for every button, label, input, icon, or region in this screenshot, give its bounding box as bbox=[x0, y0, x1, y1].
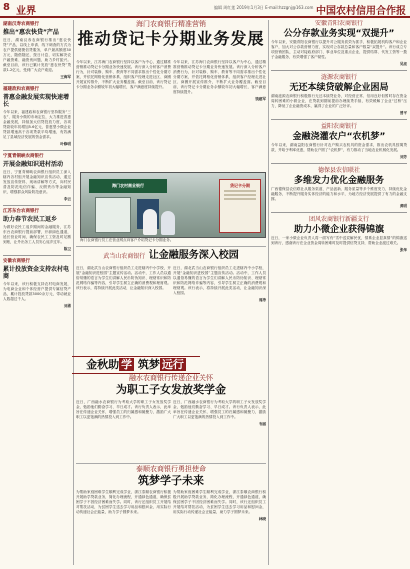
story3-body-2 bbox=[173, 400, 266, 462]
story3-paragraph: 近日，广西融水农商银行为考取大学的职工子女发放奖学金，勉励他们勤奋学习、早日成才。该行负责人表示，此举旨在传递企业关怀，增强员工的归属感和凝聚力，激励广大职工以更饱满的热情投入到工作中。 bbox=[76, 400, 171, 419]
lead-headline-block bbox=[76, 20, 266, 60]
story4-body bbox=[76, 490, 171, 565]
poster-line bbox=[224, 198, 256, 200]
brief-kicker: 安徽农商银行 bbox=[3, 259, 30, 264]
entrance-door bbox=[95, 197, 131, 233]
brief-body: 为做好农民工返乡期间的金融服务，江苏东台农商银行提前部署，开辟绿色通道，延长营业时间，确保农民工工资及时足额到账，让外出务工人员安心返乡过年。 bbox=[3, 225, 71, 244]
brief-kicker: 宁夏青铜峡农商银行 bbox=[3, 154, 44, 159]
lead-body-2 bbox=[173, 60, 266, 170]
story4-paragraph: 为帮助家庭困难学生顺利完成学业，浙江泰顺农商银行积极开展助学贷款业务，简化办理流程，开通绿色通道，确保贫困学子不因经济困难而失学。同时，该行还组织员工开展结对帮扶活动，为贫困学生送去学习用品和慰问金，用实际行动传递社会正能量，助力学子圆梦未来。 bbox=[76, 490, 171, 514]
brief-body: 近日，宁夏青铜峡农商银行组织员工深入辖内各村组开展金融知识宣传活动，通过发放宣传资料、现场讲解等方式，向村民普及防范电信诈骗、反假货币等金融知识，增强群众风险防范意识。 bbox=[3, 170, 71, 194]
story4-paragraph: 为帮助家庭困难学生顺利完成学业，浙江泰顺农商银行积极开展助学贷款业务，简化办理流程，开通绿色通道，确保贫困学子不因经济困难而失学。同时，该行还组织员工开展结对帮扶活动，为贫困学生送去学习用品和慰问金，用实际行动传递社会正能量，助力学子圆梦未来。 bbox=[173, 490, 266, 514]
story3-author: 韦丽 bbox=[258, 422, 266, 426]
section-divider bbox=[76, 463, 266, 464]
right-author: 曾平 bbox=[399, 111, 407, 115]
right-author: 黄明 bbox=[399, 204, 407, 208]
photo-caption: 海门农商银行员工在营业网点向客户介绍贷记卡分期业务。 bbox=[80, 238, 174, 242]
brief-kicker: 江苏东台农商银行 bbox=[3, 209, 39, 214]
poster-line bbox=[224, 194, 256, 196]
left-column bbox=[3, 20, 71, 565]
page-header bbox=[0, 0, 410, 18]
story2-body-2 bbox=[173, 266, 266, 352]
right-column bbox=[271, 20, 407, 565]
brief-body: 今年以来，该行积极支持农村电商发展，为电商企业和个体经营户提供专属信贷产品，累计投放贷款3000余万元，带动就业人数超过千人。 bbox=[3, 282, 71, 301]
brief-title: 开展金融知识进村活动 bbox=[3, 161, 64, 168]
column-divider bbox=[268, 20, 269, 565]
story2-headline-block bbox=[76, 248, 266, 264]
right-body: 湖南涟源农商银行积极推行无还本续贷业务，对经营正常、信用良好但暂时存在资金周转困难的小微企业，在贷款到期前提前办理续贷手续，有效缓解了企业“过桥”压力，降低了企业融资成本，赢得了企业的广泛好评。 bbox=[271, 94, 407, 108]
lead-paragraph: 今年以来，江苏海门农商银行坚持以客户为中心，通过精准营销推动贷记卡分期业务快速发展。该行深入分析客户消费行为，针对装修、购车、教育等不同需求推出个性化分期方案，并依托网格化营销体系，组织客户经理走进社区、商圈开展宣传推介，不断扩大业务覆盖面。截至目前，该行贷记卡分期业务余额较年初大幅增长，客户满意度持续提升。 bbox=[173, 60, 266, 94]
brief-title: 累计投放资金支持农村电商 bbox=[3, 266, 70, 280]
right-kicker: 安徽青阳农商银行 bbox=[314, 20, 363, 27]
divider bbox=[271, 212, 407, 213]
story2-paragraph: 近日，湖北武当山农商银行组织员工走进辖内中小学校，开展“金融知识进校园”主题宣传活动。活动中，工作人员以通俗易懂的语言为学生们讲解人民币防伪知识、理财常识和防范网络诈骗等内容，引导学生树立正确的消费观和理财观。该行表示，将持续开展此类活动，让金融知识深入校园。 bbox=[173, 266, 266, 295]
feature-banner bbox=[72, 356, 200, 374]
brief-author: 刘勇 bbox=[63, 304, 71, 308]
right-body: 今年以来，湖南益阳农商银行针对农户购买农机具的资金需求，推出农机具按揭贷款，并给予利率优惠，帮助农户圆了“农机梦”，有力推动了当地农业机械化发展。 bbox=[271, 143, 407, 152]
right-headline: 金融浇灌农户“农机梦” bbox=[292, 132, 386, 142]
banner-highlight: 学 bbox=[121, 358, 133, 371]
story3-headline: 为职工子女发放奖学金 bbox=[116, 383, 226, 396]
lead-paragraph: 今年以来，江苏海门农商银行坚持以客户为中心，通过精准营销推动贷记卡分期业务快速发展。该行深入分析客户消费行为，针对装修、购车、教育等不同需求推出个性化分期方案，并依托网格化营销体系，组织客户经理走进社区、商圈开展宣传推介，不断扩大业务覆盖面。截至目前，该行贷记卡分期业务余额较年初大幅增长，客户满意度持续提升。 bbox=[76, 60, 171, 89]
story2-kicker: 武当山农商银行 bbox=[103, 253, 146, 260]
poster-title: 贷记卡分期 bbox=[230, 183, 250, 188]
brief-kicker: 湖南汉寿农商银行 bbox=[3, 22, 39, 27]
story4-headline: 筑梦学子未来 bbox=[138, 474, 204, 487]
header-meta: 编辑 周红莲 2019年1月3日 E-mail:hzzgnj@163.com bbox=[214, 5, 314, 10]
right-kicker: 团风农商银行新疆支行 bbox=[308, 216, 369, 223]
story4-headline-block bbox=[76, 465, 266, 489]
right-kicker: 涟源农商银行 bbox=[320, 74, 357, 81]
divider bbox=[271, 119, 407, 120]
right-author: 吴亮 bbox=[399, 62, 407, 66]
page-number: 8 bbox=[3, 2, 10, 13]
story2-paragraph: 近日，湖北武当山农商银行组织员工走进辖内中小学校，开展“金融知识进校园”主题宣传活动。活动中，工作人员以通俗易懂的语言为学生们讲解人民币防伪知识、理财常识和防范网络诈骗等内容，引导学生树立正确的消费观和理财观。该行表示，将持续开展此类活动，让金融知识深入校园。 bbox=[76, 266, 171, 290]
brief-author: 陈卫 bbox=[63, 247, 71, 251]
poster-line bbox=[224, 190, 256, 192]
right-author: 张华 bbox=[399, 248, 407, 252]
lead-kicker: 海门农商银行精准营销 bbox=[136, 20, 206, 28]
right-body: 广西德保县农信联社从服务渠道、产品创新、服务质量等多个维度发力，持续优化金融服务，不断提升服务实体经济的能力和水平，为地方经济发展提供了有力的金融支撑。 bbox=[271, 187, 407, 201]
story4-body-2 bbox=[173, 490, 266, 565]
person-figure bbox=[143, 209, 157, 235]
right-kicker: 益阳农商银行 bbox=[320, 123, 357, 130]
banner-text: 金秋助 bbox=[86, 358, 120, 371]
section-divider bbox=[76, 246, 266, 247]
newspaper-brand: 中国农村信用合作报 bbox=[316, 6, 406, 17]
story3-kicker: 融水农商银行传递企业关怀 bbox=[129, 374, 213, 382]
section-title: 业界 bbox=[16, 6, 36, 17]
right-headline: 多维发力优化金融服务 bbox=[293, 176, 384, 186]
right-body: 近日，一家小微企业负责人将一面写有“雪中送炭解民忧，情系企业显真情”的锦旗送到该行，感谢该行在企业资金周转困难时及时提供信贷支持，帮助企业渡过难关。 bbox=[271, 236, 407, 245]
right-author: 刘芳 bbox=[399, 155, 407, 159]
bank-sign: 海门农村商业银行 bbox=[89, 179, 167, 193]
lead-headline: 推动贷记卡分期业务发展 bbox=[77, 29, 265, 48]
brief-kicker: 福建政和农商银行 bbox=[3, 87, 39, 92]
right-headline: 无还本续贷破解企业困局 bbox=[289, 83, 389, 93]
brief-author: 叶修明 bbox=[60, 142, 71, 146]
divider bbox=[271, 163, 407, 164]
column-divider bbox=[73, 20, 74, 565]
divider bbox=[3, 150, 71, 151]
brief-author: 王海军 bbox=[60, 75, 71, 79]
lead-photo bbox=[80, 172, 266, 238]
brief-title: 助力春节农民工返乡 bbox=[3, 216, 58, 223]
banner-highlight: 远行 bbox=[161, 358, 184, 371]
brief-title: 推出“惠农快贷”产品 bbox=[3, 29, 59, 36]
story2-headline: 让金融服务深入校园 bbox=[148, 250, 239, 261]
story4-kicker: 泰顺农商银行勇担使命 bbox=[136, 465, 206, 473]
divider bbox=[3, 83, 71, 84]
story4-author: 林晓 bbox=[258, 517, 266, 521]
brief-author: 李云 bbox=[63, 197, 71, 201]
story3-body bbox=[76, 400, 171, 462]
right-body: 今年以来，安徽青阳农商银行以提升对公服务质效为抓手，积极拓展机构客户和企业客户，加大对公存款营销力度，实现对公存款总量和客户数量“双提升”。该行成立专项营销团队，主动对接政府部门、事业单位及重点企业，提供结算、代发工资等一揽子金融服务，有效增强了客户黏性。 bbox=[271, 40, 407, 59]
banner-text: 筑梦 bbox=[134, 358, 160, 371]
right-headline: 助力小微企业获得锦旗 bbox=[293, 225, 384, 235]
lead-body bbox=[76, 60, 171, 170]
story2-headline-line bbox=[76, 248, 266, 263]
story2-body bbox=[76, 266, 171, 352]
story3-paragraph: 近日，广西融水农商银行为考取大学的职工子女发放奖学金，勉励他们勤奋学习、早日成才。该行负责人表示，此举旨在传递企业关怀，增强员工的归属感和凝聚力，激励广大职工以更饱满的热情投入到工作中。 bbox=[173, 400, 266, 419]
story3-headline-block bbox=[76, 374, 266, 400]
story2-author: 周涛 bbox=[258, 298, 266, 302]
brief-body: 近日，湖南汉寿农商银行推出“惠农快贷”产品，以线上申请、线下调查的方式为农户提供便捷信贷服务，单户最高额度30万元，随借随还，按日计息，切实解决农户融资难、融资贵问题，助力乡村振兴。截至目前，该行已累计发放“惠农快贷”贷款1.2亿元，受到广大农户欢迎。 bbox=[3, 38, 71, 72]
divider bbox=[271, 70, 407, 71]
brief-title: 普惠金融发展实现快速增长 bbox=[3, 94, 70, 108]
divider bbox=[3, 255, 71, 256]
lead-author: 钱建军 bbox=[255, 97, 266, 101]
promo-poster bbox=[219, 179, 261, 233]
person-figure bbox=[161, 211, 175, 235]
brief-body: 今年以来，福建政和农商银行坚持服务“三农”、服务小微的市场定位，大力推进普惠金融发展，持续加大信贷投放力度，各项贷款较年初增加5.6亿元，普惠型小微企业贷款增速高于各项贷款平均增速，有效满足了县域经济发展的资金需求。 bbox=[3, 110, 71, 139]
divider bbox=[3, 205, 71, 206]
right-headline: 公分存款业务实现“双提升” bbox=[283, 29, 395, 39]
right-kicker: 德保县农信联社 bbox=[317, 167, 360, 174]
